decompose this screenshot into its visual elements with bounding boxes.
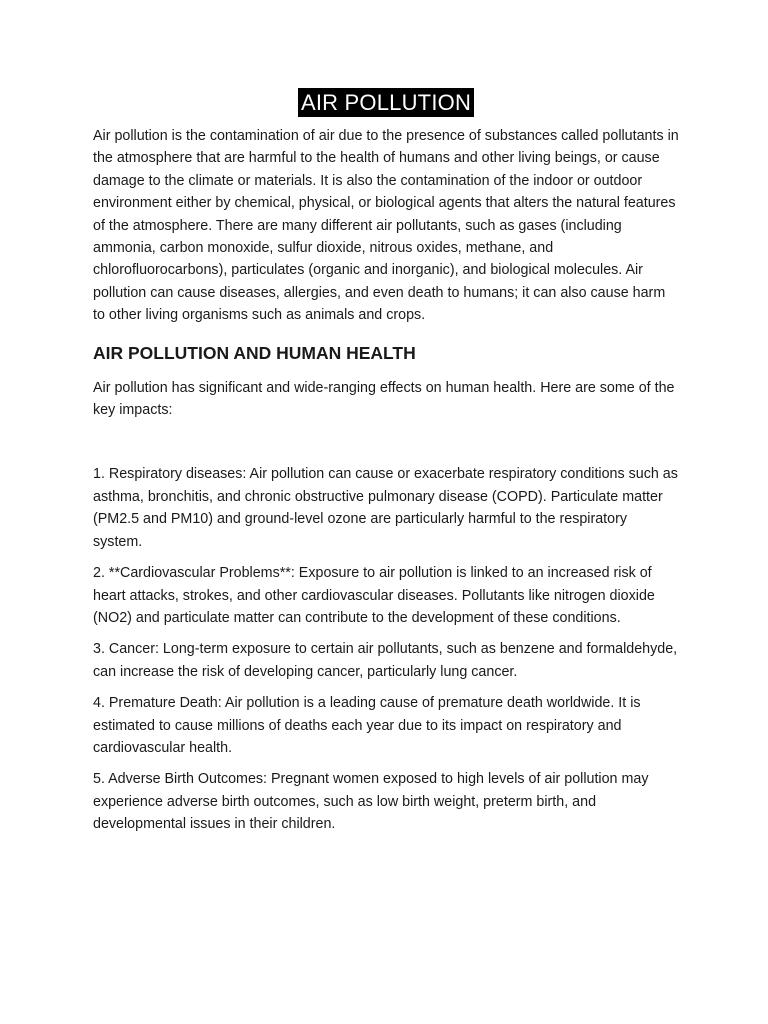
intro-paragraph: Air pollution is the contamination of air due to the presence of substances called pollutants in the atmosphere that are harmful to the health of humans and other living beings, or cause damage to the climate or materials. It is also the contamination of the indoor or outdoor environment either by chemical, physical, or biological agents that alters the natural features of the atmosphere. There are many different air pollutants, such as gases (including ammonia, carbon monoxide, sulfur dioxide, nitrous oxides, methane, and chlorofluorocarbons), particulates (organic and inorganic), and biological molecules. Air pollution can cause diseases, allergies, and even death to humans; it can also cause harm to other living organisms such as animals and crops. xyxy=(93,128,679,324)
impact-item-premature-death: 4. Premature Death: Air pollution is a leading cause of premature death worldwide. It is estimated to cause millions of deaths each year due to its impact on respiratory and cardiovascular health. xyxy=(93,695,641,756)
document-title: AIR POLLUTION xyxy=(298,88,474,117)
section-heading: AIR POLLUTION AND HUMAN HEALTH xyxy=(93,342,416,363)
impact-item-cancer: 3. Cancer: Long-term exposure to certain air pollutants, such as benzene and formaldehyde, can increase the risk of developing cancer, particularly lung cancer. xyxy=(93,641,678,680)
section-lead-paragraph: Air pollution has significant and wide-ranging effects on human health. Here are some of the key impacts: xyxy=(93,379,675,419)
title-wrapper xyxy=(93,88,679,117)
impacts-list xyxy=(93,463,679,835)
impact-item-cardiovascular: 2. **Cardiovascular Problems**: Exposure to air pollution is linked to an increased risk of heart attacks, strokes, and other cardiovascular diseases. Pollutants like nitrogen dioxide (NO2) and particulate matter can contribute to the development of these conditions. xyxy=(93,565,655,626)
impact-item-birth-outcomes: 5. Adverse Birth Outcomes: Pregnant women exposed to high levels of air pollution may experience adverse birth outcomes, such as low birth weight, preterm birth, and developmental issues in their children. xyxy=(93,771,649,833)
document-page xyxy=(93,88,679,845)
impact-item-respiratory: 1. Respiratory diseases: Air pollution can cause or exacerbate respiratory conditions such as asthma, bronchitis, and chronic obstructive pulmonary disease (COPD). Particulate matter (PM2.5 and PM10) and ground-level ozone are particularly harmful to the respiratory system. xyxy=(93,466,678,550)
